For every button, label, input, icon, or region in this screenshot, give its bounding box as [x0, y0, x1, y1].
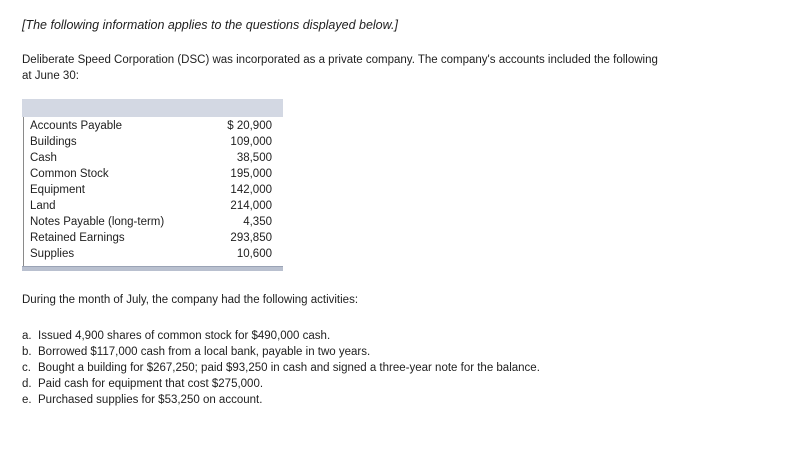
table-row: [24, 118, 283, 134]
list-item: [22, 376, 540, 392]
list-item: [22, 344, 540, 360]
account-name: Supplies: [30, 248, 75, 260]
table-row: [24, 134, 283, 150]
account-name: Buildings: [30, 136, 77, 148]
item-letter: a.: [22, 330, 32, 342]
item-text: Borrowed $117,000 cash from a local bank, payable in two years.: [38, 346, 371, 358]
item-letter: c.: [22, 362, 31, 374]
item-text: Paid cash for equipment that cost $275,000.: [38, 378, 264, 390]
table-row: [24, 150, 283, 166]
accounts-table-header: [22, 99, 283, 117]
account-amount: 38,500: [236, 152, 272, 164]
item-letter: b.: [22, 346, 32, 358]
account-name: Equipment: [30, 184, 85, 196]
account-name: Notes Payable (long-term): [30, 216, 165, 228]
account-name: Cash: [30, 152, 57, 164]
account-amount: 195,000: [230, 168, 272, 180]
accounts-table-footer: [22, 266, 283, 271]
list-item: [22, 328, 540, 344]
activities-list: [22, 328, 540, 408]
account-amount: 214,000: [230, 200, 272, 212]
intro-note: [The following information applies to the questions displayed below.]: [22, 18, 398, 32]
july-intro: During the month of July, the company had the following activities:: [22, 294, 359, 306]
company-description: Deliberate Speed Corporation (DSC) was incorporated as a private company. The company's accounts included the following at June 30:: [22, 54, 658, 82]
list-item: [22, 392, 540, 408]
account-amount: 109,000: [230, 136, 272, 148]
accounts-table: [22, 99, 283, 271]
account-amount: $ 20,900: [227, 120, 272, 132]
item-letter: e.: [22, 394, 32, 406]
table-row: [24, 182, 283, 198]
item-text: Purchased supplies for $53,250 on account.: [38, 394, 263, 406]
table-row: [24, 214, 283, 230]
account-name: Land: [30, 200, 56, 212]
accounts-table-body: [23, 117, 283, 266]
list-item: [22, 360, 540, 376]
account-amount: 4,350: [243, 216, 272, 228]
item-text: Issued 4,900 shares of common stock for $490,000 cash.: [38, 330, 331, 342]
table-row: [24, 198, 283, 214]
account-name: Common Stock: [30, 168, 109, 180]
item-letter: d.: [22, 378, 32, 390]
table-row: [24, 230, 283, 246]
account-amount: 10,600: [236, 248, 272, 260]
account-name: Retained Earnings: [30, 232, 125, 244]
table-row: [24, 166, 283, 182]
account-name: Accounts Payable: [30, 120, 123, 132]
item-text: Bought a building for $267,250; paid $93,250 in cash and signed a three-year note for the balance.: [38, 362, 540, 374]
account-amount: 293,850: [230, 232, 272, 244]
account-amount: 142,000: [230, 184, 272, 196]
table-row: [24, 246, 283, 262]
